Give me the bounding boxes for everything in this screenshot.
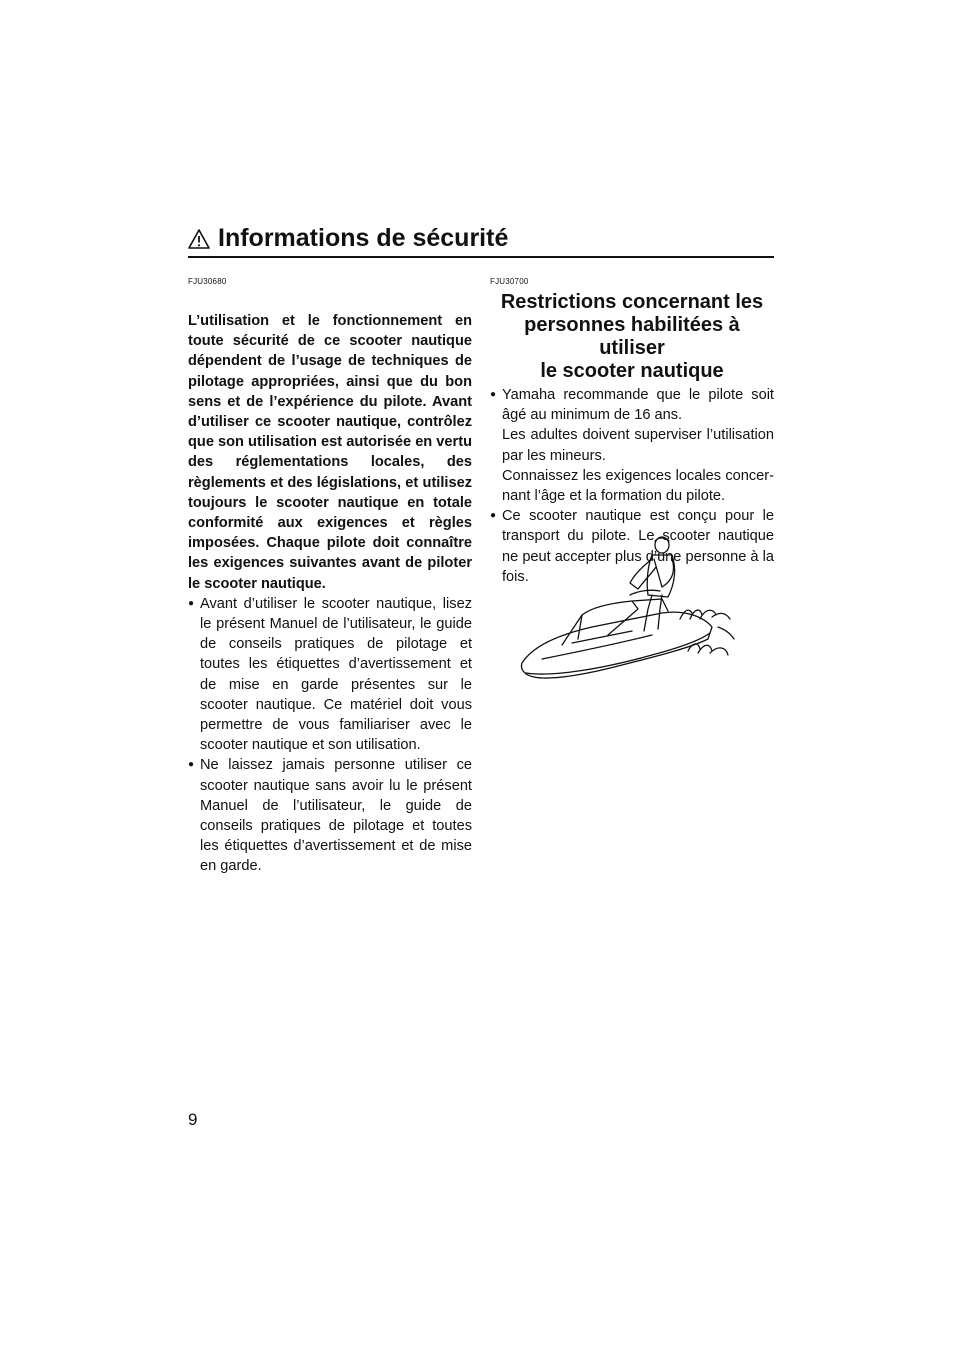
page-title: Informations de sécurité	[218, 224, 509, 252]
list-item-text: Ce scooter nautique est conçu pour le transport du pilote. Le scooter nautique ne peut accepter plus d’une personne à la fois.	[502, 508, 774, 585]
intro-paragraph: L’utilisation et le fonctionnement en toute sécurité de ce scooter nautique dépendent de l’usage de techniques de pilotage appropriées, ainsi que du bon sens et de l’expérience du pilote. Avant d’utiliser ce scooter nautique, contrôlez que son utilisation est autorisée en vertu des réglementations locales, des règlements et des législations, et utilisez toujours le scooter nautique en totale conformité aux exigences et règles imposées. Chaque pilote doit connaître les exigences suivantes avant de piloter le scooter nautique.	[188, 313, 472, 592]
page-number: 9	[188, 1110, 198, 1129]
section-title-line: le scooter nautique	[540, 360, 724, 382]
page-header	[188, 222, 774, 258]
list-item-text: Avant d’utiliser le scooter nautique, lisez le présent Manuel de l’utilisateur, le guide de conseils pratiques de pilotage et toutes les étiquettes d’avertissement et de mise en garde présentes sur le scooter nautique. Ce matériel doit vous permettre de vous familiariser avec le scooter nautique et son utilisation.	[200, 595, 472, 754]
list-item-text: Yamaha recommande que le pilote soit âgé au minimum de 16 ans.	[502, 387, 774, 424]
bullet-icon: ●	[490, 389, 497, 400]
list-item	[188, 594, 472, 756]
bullet-icon: ●	[188, 597, 195, 609]
section-code: FJU30700	[490, 277, 529, 286]
list-item-text: Ne laissez jamais personne utiliser ce scooter nautique sans avoir lu le présent Manuel de l’utilisateur, le guide de conseils pratiques de pilotage et toutes les étiquettes d’avertissement et de mise en garde.	[200, 757, 472, 875]
warning-icon	[188, 228, 210, 250]
list-item	[490, 385, 774, 425]
bullet-icon: ●	[188, 759, 195, 771]
section-title	[490, 291, 774, 383]
section-title-line: Restrictions concernant les	[500, 291, 764, 313]
paragraph: Connaissez les exigences locales concernant l’âge et la formation du pilote.	[502, 467, 774, 505]
left-column	[188, 277, 472, 877]
section-title-line: personnes habilitées à utiliser	[524, 314, 740, 359]
paragraph: Les adultes doivent superviser l’utilisation par les mineurs.	[502, 427, 774, 464]
jet-ski-rider-illustration	[512, 535, 744, 695]
list-item	[188, 755, 472, 876]
section-code: FJU30680	[188, 277, 227, 286]
bullet-icon: ●	[490, 510, 497, 522]
